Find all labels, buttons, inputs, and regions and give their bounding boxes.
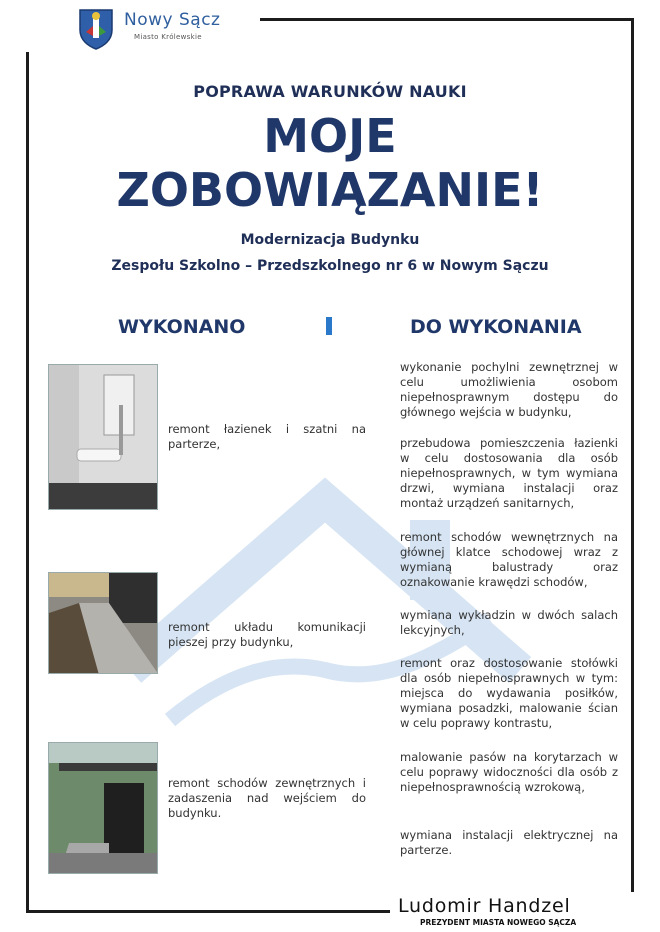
poster-title-line2: ZOBOWIĄZANIE! [116,163,544,217]
entrance-photo [48,742,158,874]
todo-item: wymiana instalacji elektrycznej na parterze. [400,828,618,857]
bathroom-photo [48,364,158,510]
todo-item: wymiana wykładzin w dwóch salach lekcyjnych, [400,608,618,637]
signature-role: PREZYDENT MIASTA NOWEGO SĄCZA [420,918,577,927]
todo-item: malowanie pasów na korytarzach w celu poprawy widoczności dla osób z niepełnosprawnością wzrokową, [400,750,618,794]
coat-of-arms-icon [76,6,116,50]
done-item: remont układu komunikacji pieszej przy budynku, [168,620,366,649]
todo-item: remont schodów wewnętrznych na głównej klatce schodowej wraz z wymianą balustrady oraz oznakowanie krawędzi schodów, [400,530,618,589]
done-heading: WYKONANO [118,316,246,338]
done-item: remont schodów zewnętrznych i zadaszenia nad wejściem do budynku. [168,776,366,820]
pavement-photo [48,572,158,674]
todo-heading: DO WYKONANIA [410,316,582,338]
done-item: remont łazienek i szatni na parterze, [168,422,366,451]
signature-name: Ludomir Handzel [398,895,571,917]
poster-subtitle-line2: Zespołu Szkolno – Przedszkolnego nr 6 w Nowym Sączu [111,258,549,274]
column-divider [326,317,332,335]
poster-kicker: POPRAWA WARUNKÓW NAUKI [193,82,467,101]
poster-title-line1: MOJE [263,109,397,163]
city-name: Nowy Sącz [124,10,221,30]
poster-subtitle-line1: Modernizacja Budynku [240,232,420,248]
city-subtitle: Miasto Królewskie [134,33,202,41]
todo-item: przebudowa pomieszczenia łazienki w celu dostosowania dla osób niepełnosprawnych, w tym wymiana drzwi, wymiana instalacji oraz montaż urządzeń sanitarnych, [400,436,618,510]
todo-item: wykonanie pochylni zewnętrznej w celu umożliwienia osobom niepełnosprawnym dostępu do głównego wejścia w budynku, [400,360,618,419]
todo-item: remont oraz dostosowanie stołówki dla osób niepełnosprawnych w tym: miejsca do wydawania posiłków, wymiana posadzki, malowanie ścian w celu poprawy kontrastu, [400,656,618,730]
